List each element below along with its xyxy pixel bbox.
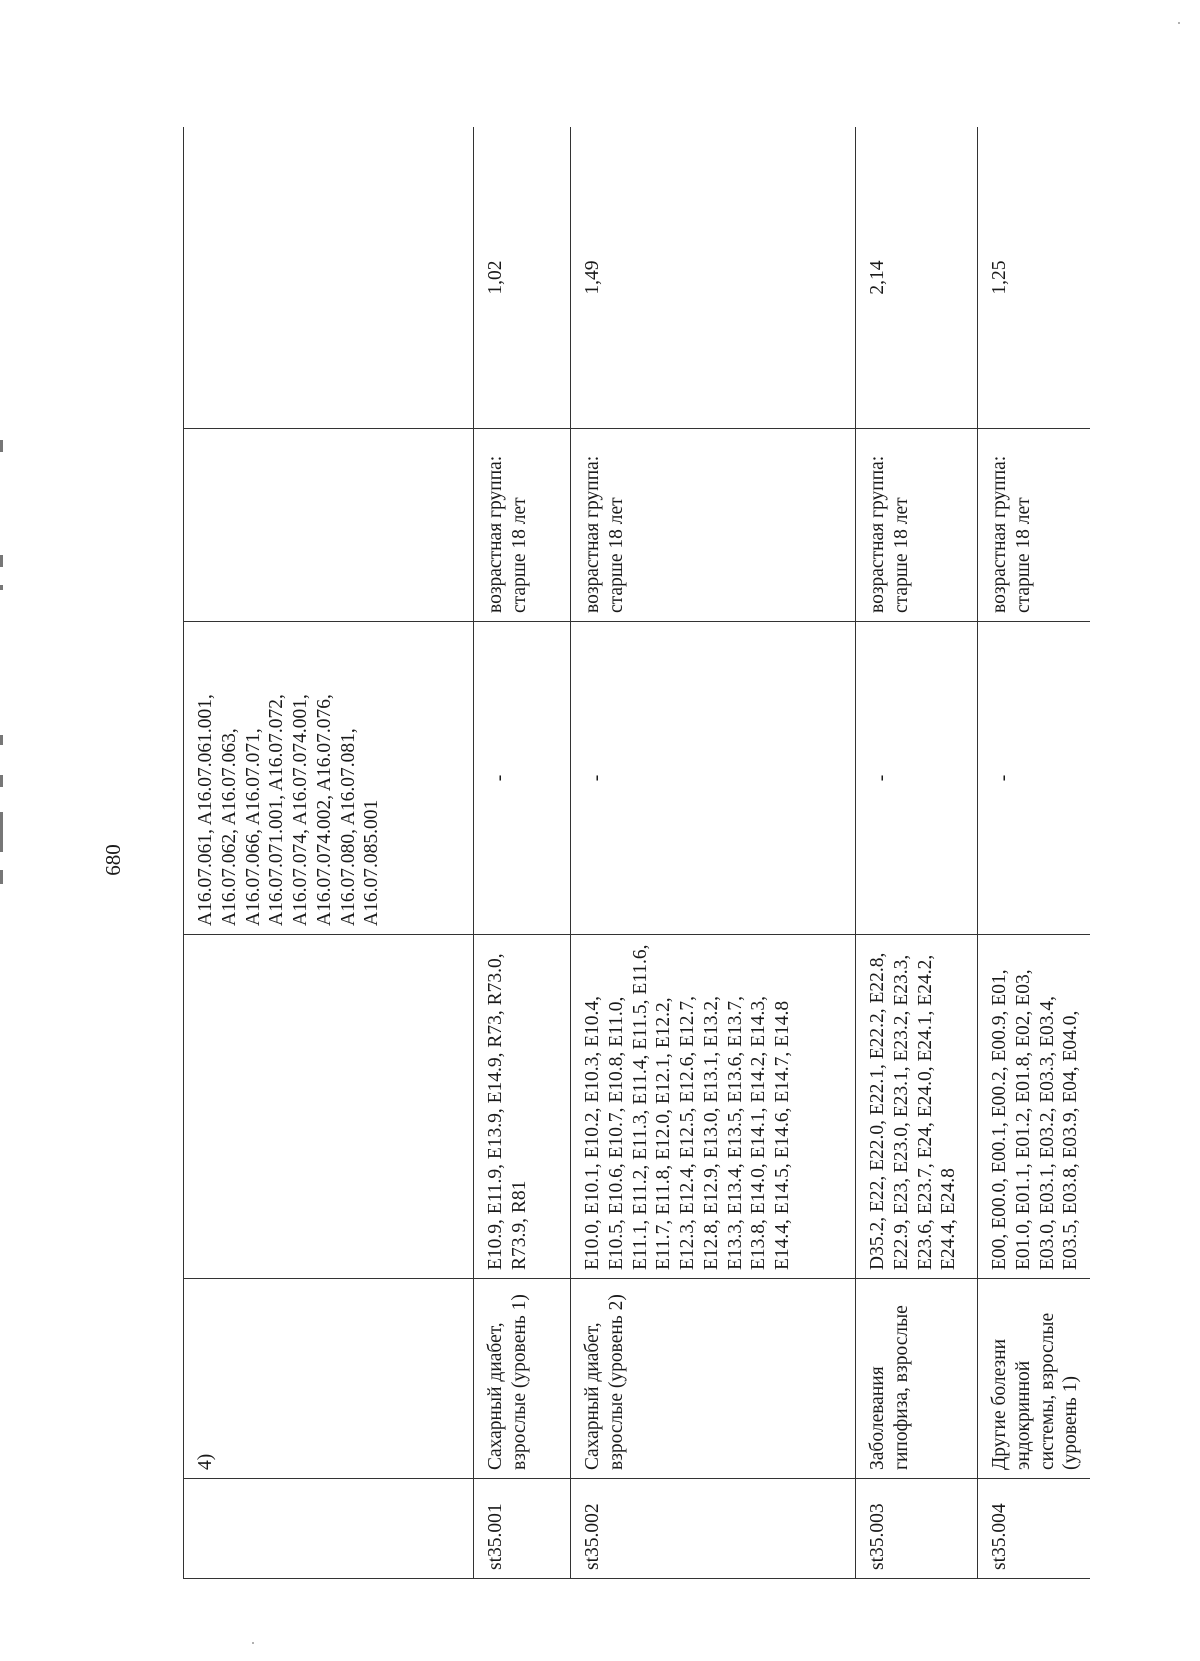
- scan-speck: [252, 1642, 254, 1644]
- cell-operations: -: [571, 622, 856, 935]
- cell-code: st35.001: [474, 1479, 571, 1579]
- cell-coefficient: 1,49: [571, 127, 856, 429]
- table-row: [184, 127, 474, 1579]
- table-row: [978, 127, 1091, 1579]
- scan-margin-mark: [0, 735, 3, 745]
- scan-margin-mark: [0, 585, 3, 590]
- cell-name: Другие болезни эндокринной системы, взрослые (уровень 1): [978, 1279, 1091, 1479]
- table-row: [571, 127, 856, 1579]
- cell-criteria: возрастная группа: старше 18 лет: [856, 429, 978, 622]
- cell-criteria: возрастная группа: старше 18 лет: [978, 429, 1091, 622]
- cell-name: 4): [184, 1279, 474, 1479]
- cell-operations: -: [474, 622, 571, 935]
- cell-name: Заболевания гипофиза, взрослые: [856, 1279, 978, 1479]
- cell-coefficient: 2,14: [856, 127, 978, 429]
- cell-operations: A16.07.061, A16.07.061.001, A16.07.062, A16.07.063, A16.07.066, A16.07.071, A16.07.071.001, A16.07.072, A16.07.074, A16.07.074.001, A16.07.074.002, A16.07.076, A16.07.080, A16.07.081, A16.07.085.001: [184, 622, 474, 935]
- ksg-table: [183, 127, 1090, 1579]
- table-frame: [183, 127, 1090, 1579]
- scan-margin-mark: [0, 775, 3, 787]
- cell-diagnoses: [184, 935, 474, 1279]
- cell-criteria: возрастная группа: старше 18 лет: [474, 429, 571, 622]
- cell-operations: -: [978, 622, 1091, 935]
- table-row: [856, 127, 978, 1579]
- cell-coefficient: [184, 127, 474, 429]
- cell-criteria: [184, 429, 474, 622]
- cell-coefficient: 1,25: [978, 127, 1091, 429]
- scan-margin-mark: [0, 555, 3, 567]
- cell-diagnoses: E10.9, E11.9, E13.9, E14.9, R73, R73.0, R73.9, R81: [474, 935, 571, 1279]
- cell-name: Сахарный диабет, взрослые (уровень 2): [571, 1279, 856, 1479]
- table-row: [474, 127, 571, 1579]
- cell-code: st35.004: [978, 1479, 1091, 1579]
- cell-code: st35.002: [571, 1479, 856, 1579]
- cell-name: Сахарный диабет, взрослые (уровень 1): [474, 1279, 571, 1479]
- page-number: 680: [100, 844, 125, 876]
- cell-coefficient: 1,02: [474, 127, 571, 429]
- cell-diagnoses: D35.2, E22, E22.0, E22.1, E22.2, E22.8, E22.9, E23, E23.0, E23.1, E23.2, E23.3, E23.6, E23.7, E24, E24.0, E24.1, E24.2, E24.4, E24.8: [856, 935, 978, 1279]
- cell-criteria: возрастная группа: старше 18 лет: [571, 429, 856, 622]
- cell-diagnoses: E00, E00.0, E00.1, E00.2, E00.9, E01, E01.0, E01.1, E01.2, E01.8, E02, E03, E03.0, E03.1, E03.2, E03.3, E03.4, E03.5, E03.8, E03.9, E04, E04.0,: [978, 935, 1091, 1279]
- cell-diagnoses: E10.0, E10.1, E10.2, E10.3, E10.4, E10.5, E10.6, E10.7, E10.8, E11.0, E11.1, E11.2, E11.3, E11.4, E11.5, E11.6, E11.7, E11.8, E12.0, E12.1, E12.2, E12.3, E12.4, E12.5, E12.6, E12.7, E12.8, E12.9, E13.0, E13.1, E13.2, E13.3, E13.4, E13.5, E13.6, E13.7, E13.8, E14.0, E14.1, E14.2, E14.3, E14.4, E14.5, E14.6, E14.7, E14.8: [571, 935, 856, 1279]
- scan-margin-mark: [0, 812, 3, 852]
- cell-code: [184, 1479, 474, 1579]
- scan-speck: [1178, 22, 1180, 24]
- scan-margin-mark: [0, 440, 3, 452]
- cell-code: st35.003: [856, 1479, 978, 1579]
- cell-operations: -: [856, 622, 978, 935]
- scan-margin-mark: [0, 870, 3, 884]
